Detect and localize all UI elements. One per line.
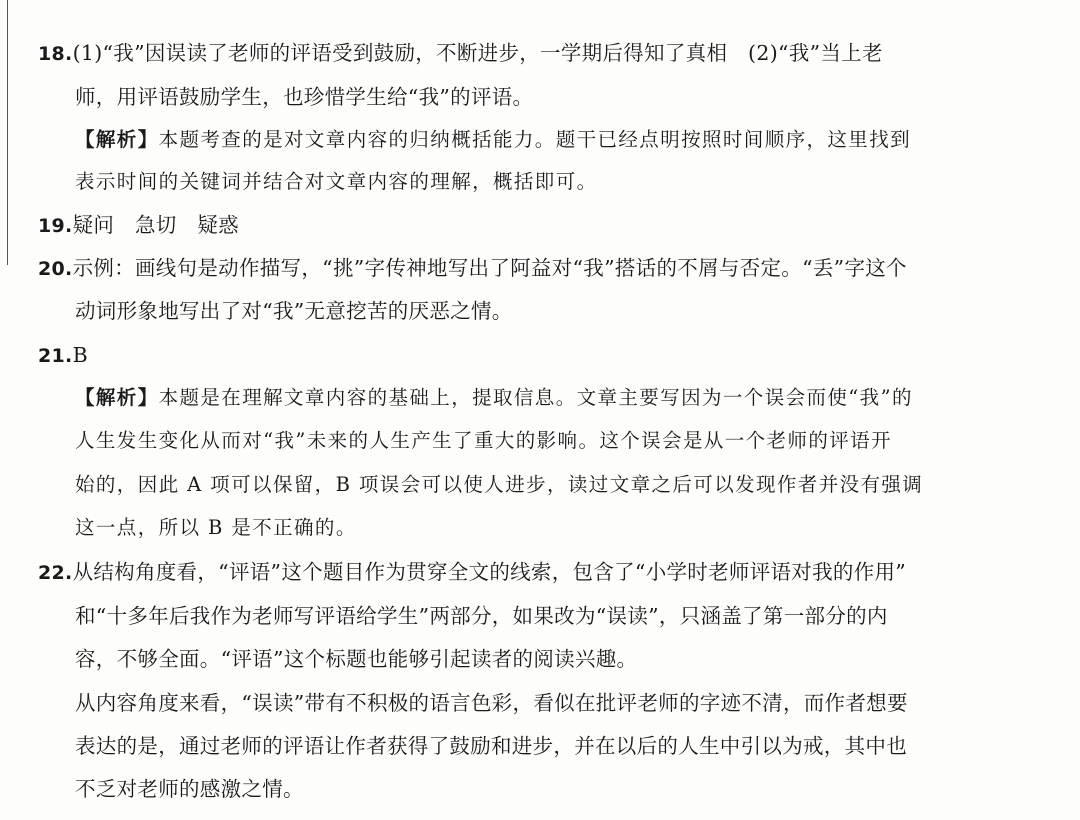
analysis-18-line-2: 表示时间的关键词并结合对文章内容的理解，概括即可。 [75,170,598,193]
question-number-18: 18. [38,43,73,65]
answer-18-line-1 [38,40,883,67]
analysis-21-line-2: 人生发生变化从而对“我”未来的人生产生了重大的影响。这个误会是从一个老师的评语开 [75,429,892,452]
analysis-21-line-3: 始的，因此 A 项可以保留，B 项误会可以使人进步，读过文章之后可以发现作者并没有强调 [75,473,924,496]
answer-22-text-1: 从结构角度看，“评语”这个题目作为贯穿全文的线索，包含了“小学时老师评语对我的作用” [72,560,907,584]
answer-18-line-2: 师，用评语鼓励学生，也珍惜学生给“我”的评语。 [75,85,534,109]
answer-19-text-1: 疑问 急切 疑惑 [72,213,239,237]
analysis-21-line-4: 这一点，所以 B 是不正确的。 [75,516,357,539]
answer-18-text-1: (1)“我”因误读了老师的评语受到鼓励，不断进步，一学期后得知了真相 (2)“我”当上老 [72,41,883,65]
answer-22-line-5: 表达的是，通过老师的评语让作者获得了鼓励和进步，并在以后的人生中引以为戒，其中也 [75,734,907,758]
answer-22-line-2: 和“十多年后我作为老师写评语给学生”两部分，如果改为“误读”，只涵盖了第一部分的内 [75,604,888,628]
question-number-20: 20. [38,258,73,280]
answer-20-line-2: 动词形象地写出了对“我”无意挖苦的厌恶之情。 [75,299,513,323]
analysis-18-text-1: 本题考查的是对文章内容的归纳概括能力。题干已经点明按照时间顺序，这里找到 [158,128,912,151]
question-number-22: 22. [38,562,73,584]
answer-22-line-3: 容，不够全面。“评语”这个标题也能够引起读者的阅读兴趣。 [75,647,638,671]
question-number-19: 19. [38,215,73,237]
analysis-21-line-1 [75,385,913,411]
analysis-tag-21: 【解析】 [75,386,159,409]
question-number-21: 21. [38,345,73,367]
analysis-18-line-1 [75,127,911,153]
answer-21-line-1 [38,342,88,369]
answer-22-line-1 [38,559,906,586]
answer-22-line-6: 不乏对老师的感激之情。 [75,777,304,801]
answer-20-text-1: 示例：画线句是动作描写，“挑”字传神地写出了阿益对“我”搭话的不屑与否定。“丢”字这个 [72,256,907,280]
analysis-21-text-1: 本题是在理解文章内容的基础上，提取信息。文章主要写因为一个误会而使“我”的 [158,386,913,409]
answer-22-line-4: 从内容角度来看，“误读”带有不积极的语言色彩，看似在批评老师的字迹不清，而作者想要 [75,691,908,715]
answer-20-line-1 [38,255,907,282]
answer-21-text-1: B [72,343,88,367]
margin-line [7,0,8,265]
analysis-tag-18: 【解析】 [75,128,159,151]
answer-19-line-1 [38,212,239,239]
